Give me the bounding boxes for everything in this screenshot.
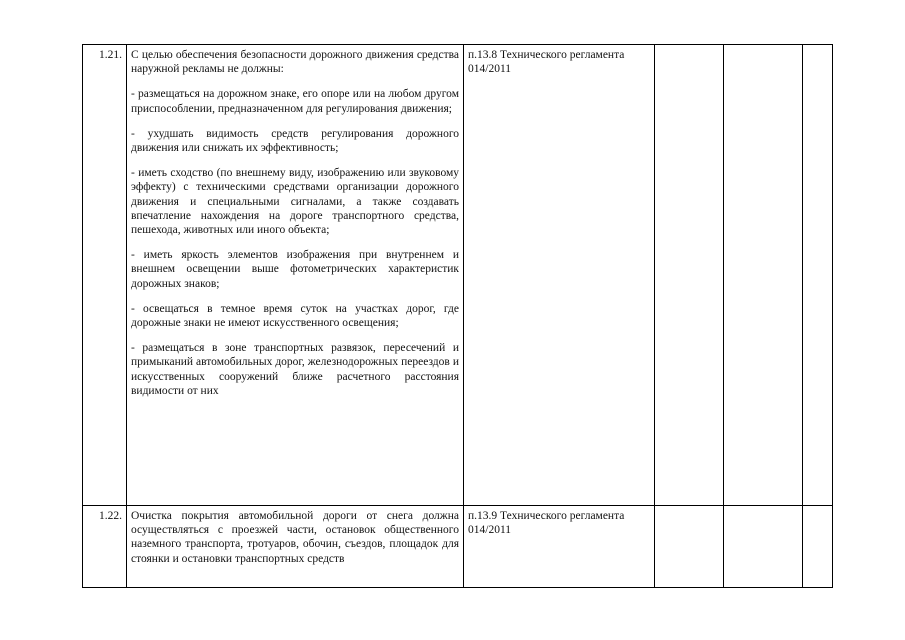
- requirement-item: - иметь яркость элементов изображения при внутреннем и внешнем освещении выше фотометрических характеристик дорожных знаков;: [131, 249, 459, 290]
- requirement-item: - освещаться в темное время суток на участках дорог, где дорожные знаки не имеют искусственного освещения;: [131, 302, 459, 330]
- regulation-reference: п.13.9 Технического регламента 014/2011: [464, 506, 655, 588]
- table-row: [83, 45, 833, 506]
- empty-cell: [655, 45, 724, 506]
- empty-cell: [724, 506, 803, 588]
- empty-cell: [803, 506, 833, 588]
- requirement-item: - размещаться в зоне транспортных развязок, пересечений и примыканий автомобильных дорог, железнодорожных переездов и искусственных сооружений ближе расчетного расстояния видимости от них: [131, 342, 459, 397]
- empty-cell: [655, 506, 724, 588]
- requirement-intro: С целью обеспечения безопасности дорожного движения средства наружной рекламы не должны:: [131, 49, 459, 76]
- table-row: [83, 506, 833, 588]
- row-number: 1.21.: [83, 45, 127, 506]
- row-number: 1.22.: [83, 506, 127, 588]
- requirement-text: [127, 506, 464, 588]
- regulation-reference: п.13.8 Технического регламента 014/2011: [464, 45, 655, 506]
- requirements-table: [82, 44, 833, 588]
- requirement-item: - размещаться на дорожном знаке, его опоре или на любом другом приспособлении, предназначенном для регулирования движения;: [131, 88, 459, 115]
- empty-cell: [803, 45, 833, 506]
- requirement-item: - иметь сходство (по внешнему виду, изображению или звуковому эффекту) с техническими средствами организации дорожного движения и специальными сигналами, а также создавать впечатление нахождения на дороге транспортного средства, пешехода, животных или иного объекта;: [131, 167, 459, 237]
- empty-cell: [724, 45, 803, 506]
- requirement-intro: Очистка покрытия автомобильной дороги от снега должна осуществляться с проезжей части, остановок общественного наземного транспорта, тротуаров, обочин, съездов, площадок для стоянки и остановки транспортных средств: [131, 510, 459, 565]
- requirement-text: [127, 45, 464, 506]
- requirement-item: - ухудшать видимость средств регулирования дорожного движения или снижать их эффективность;: [131, 127, 459, 155]
